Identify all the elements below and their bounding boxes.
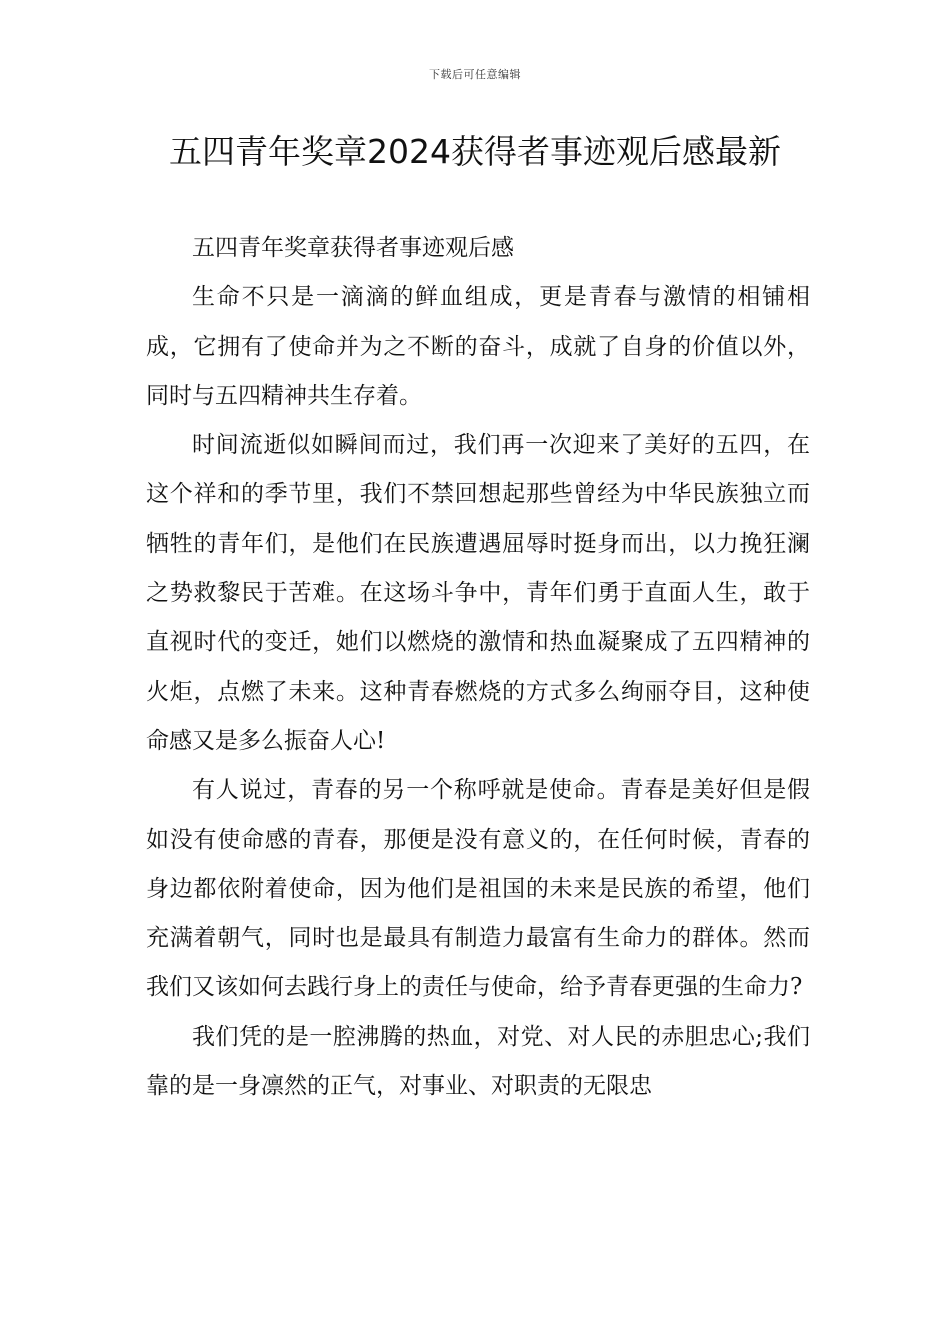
document-body [146,224,810,1111]
subtitle-paragraph: 五四青年奖章获得者事迹观后感 [192,235,514,261]
header-note: 下载后可任意编辑 [429,68,521,81]
body-paragraph: 时间流逝似如瞬间而过，我们再一次迎来了美好的五四，在这个祥和的季节里，我们不禁回想起那些曾经为中华民族独立而牺牲的青年们，是他们在民族遭遇屈辱时挺身而出，以力挽狂澜之势救黎民于苦难。在这场斗争中，青年们勇于直面人生，敢于直视时代的变迁，她们以燃烧的激情和热血凝聚成了五四精神的火炬，点燃了未来。这种青春燃烧的方式多么绚丽夺目，这种使命感又是多么振奋人心! [146,432,810,754]
document-title: 五四青年奖章2024获得者事迹观后感最新 [169,132,781,171]
body-paragraph: 生命不只是一滴滴的鲜血组成，更是青春与激情的相铺相成，它拥有了使命并为之不断的奋斗，成就了自身的价值以外，同时与五四精神共生存着。 [146,284,810,409]
body-paragraph: 我们凭的是一腔沸腾的热血，对党、对人民的赤胆忠心;我们靠的是一身凛然的正气，对事业、对职责的无限忠 [146,1023,810,1100]
body-paragraph: 有人说过，青春的另一个称呼就是使命。青春是美好但是假如没有使命感的青春，那便是没有意义的，在任何时候，青春的身边都依附着使命，因为他们是祖国的未来是民族的希望，他们充满着朝气，同时也是最具有制造力最富有生命力的群体。然而我们又该如何去践行身上的责任与使命，给予青春更强的生命力? [146,777,810,1001]
